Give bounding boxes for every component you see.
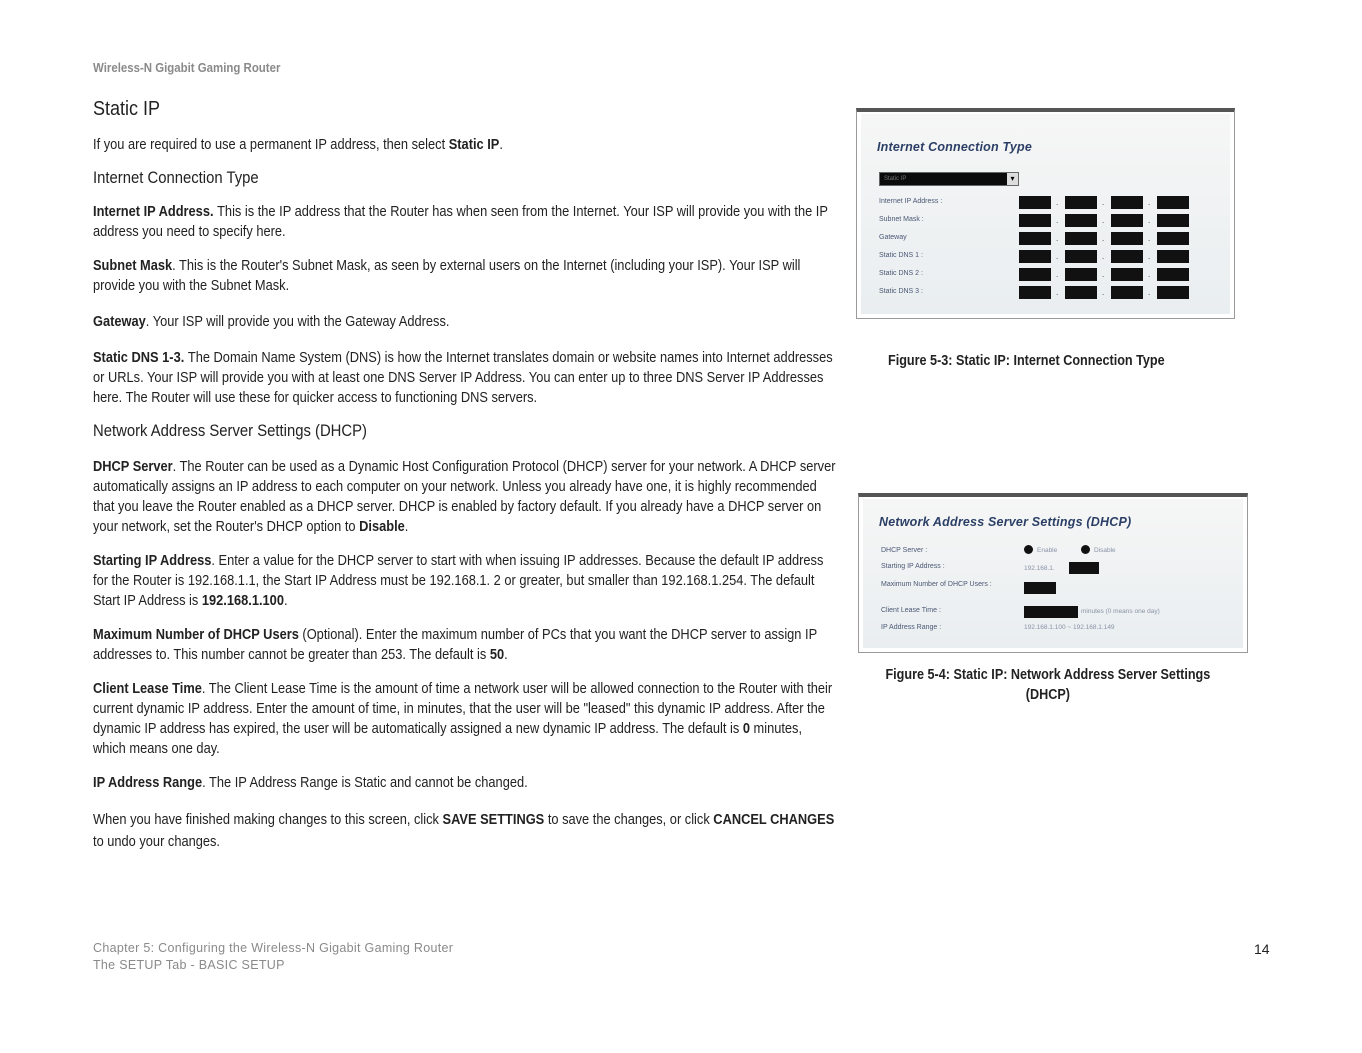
- subsection-heading-ict: Internet Connection Type: [93, 169, 259, 187]
- term-end: .: [283, 593, 288, 609]
- figure-dhcp-settings: [858, 493, 1248, 653]
- term: Starting IP Address: [93, 553, 212, 569]
- octet-separator: .: [1102, 288, 1105, 297]
- term-desc: This is the IP address that the Router has when seen from the Internet. Your ISP will provide you with the IP address you need to specify here.: [93, 204, 828, 240]
- document-header: Wireless-N Gigabit Gaming Router: [93, 60, 281, 75]
- starting-ip-prefix: 192.168.1.: [1024, 565, 1055, 572]
- term-sep: .: [180, 350, 188, 366]
- octet-separator: .: [1102, 252, 1105, 261]
- ip-octet-input[interactable]: [1157, 232, 1189, 245]
- max-users-label: Maximum Number of DHCP Users :: [881, 581, 992, 588]
- closing-text-3: to undo your changes.: [93, 834, 220, 850]
- ip-octet-input[interactable]: [1065, 196, 1097, 209]
- ip-octet-input[interactable]: [1019, 232, 1051, 245]
- chevron-down-icon: ▾: [1007, 173, 1018, 185]
- max-users-input[interactable]: [1024, 582, 1056, 594]
- ip-octet-input[interactable]: [1111, 214, 1143, 227]
- ip-octet-input[interactable]: [1065, 268, 1097, 281]
- lease-time-input[interactable]: [1024, 606, 1078, 618]
- ip-octet-input[interactable]: [1065, 232, 1097, 245]
- figure-internet-connection-type: [856, 108, 1235, 319]
- term-desc: Your ISP will provide you with the Gateway Address.: [152, 314, 450, 330]
- paragraph-lease-time: [93, 679, 836, 759]
- intro-suffix: .: [499, 137, 503, 153]
- disable-radio[interactable]: [1081, 545, 1090, 554]
- ip-octet-input[interactable]: [1111, 196, 1143, 209]
- paragraph-max-users: [93, 625, 836, 665]
- octet-separator: .: [1102, 234, 1105, 243]
- term: Internet IP Address: [93, 204, 210, 220]
- field-label: Subnet Mask :: [879, 216, 924, 223]
- ip-range-label: IP Address Range :: [881, 624, 942, 631]
- term: Gateway: [93, 314, 146, 330]
- paragraph-internet-ip: [93, 202, 836, 242]
- octet-separator: .: [1056, 288, 1059, 297]
- intro-bold: Static IP: [448, 137, 500, 153]
- dhcp-server-label: DHCP Server :: [881, 547, 928, 554]
- closing-text-1: When you have finished making changes to this screen, click: [93, 812, 443, 828]
- enable-radio[interactable]: [1024, 545, 1033, 554]
- disable-label: Disable: [1094, 547, 1116, 554]
- ip-octet-input[interactable]: [1065, 286, 1097, 299]
- paragraph-subnet: [93, 256, 836, 296]
- enable-label: Enable: [1037, 547, 1058, 554]
- ip-octet-input[interactable]: [1111, 232, 1143, 245]
- ip-octet-input[interactable]: [1157, 196, 1189, 209]
- intro-paragraph: [93, 135, 836, 155]
- ip-range-value: 192.168.1.100 ~ 192.168.1.149: [1024, 624, 1115, 631]
- figure-title: Internet Connection Type: [877, 140, 1033, 154]
- figure-caption-5-3: Figure 5-3: Static IP: Internet Connection Type: [888, 353, 1165, 369]
- page-footer: [93, 940, 453, 974]
- figure-title: Network Address Server Settings (DHCP): [879, 515, 1132, 529]
- term-bold-end: Disable: [359, 519, 405, 535]
- ip-octet-input[interactable]: [1019, 214, 1051, 227]
- ip-octet-input[interactable]: [1019, 286, 1051, 299]
- term: DHCP Server: [93, 459, 173, 475]
- term-bold-end: 192.168.1.100: [201, 593, 284, 609]
- octet-separator: .: [1056, 270, 1059, 279]
- term-sep: .: [145, 314, 153, 330]
- lease-time-note: minutes (0 means one day): [1081, 608, 1160, 615]
- ip-octet-input[interactable]: [1019, 250, 1051, 263]
- term-desc: (Optional). Enter the maximum number of PCs that you want the DHCP server to assign IP addresses to. This number cannot be greater than 253. The default is: [93, 627, 817, 663]
- field-label: Internet IP Address :: [879, 198, 943, 205]
- term-sep: .: [211, 553, 219, 569]
- octet-separator: .: [1148, 198, 1151, 207]
- term-bold-mid: 0: [742, 721, 750, 737]
- connection-type-select[interactable]: [879, 172, 1019, 186]
- term-end: .: [504, 647, 508, 663]
- ip-octet-input[interactable]: [1065, 214, 1097, 227]
- octet-separator: .: [1102, 216, 1105, 225]
- cancel-changes-label: CANCEL CHANGES: [713, 812, 835, 828]
- footer-section: The SETUP Tab - BASIC SETUP: [93, 958, 285, 972]
- paragraph-closing: [93, 809, 836, 853]
- ip-octet-input[interactable]: [1111, 286, 1143, 299]
- main-content: [93, 98, 853, 869]
- save-settings-label: SAVE SETTINGS: [442, 812, 545, 828]
- field-label: Static DNS 1 :: [879, 252, 923, 259]
- term-desc: This is the Router's Subnet Mask, as seen by external users on the Internet (including your ISP). Your ISP will provide you with the Subnet Mask.: [93, 258, 801, 294]
- paragraph-dns: [93, 348, 836, 408]
- field-label: Gateway: [879, 234, 907, 241]
- octet-separator: .: [1148, 252, 1151, 261]
- octet-separator: .: [1102, 270, 1105, 279]
- footer-chapter: Chapter 5: Configuring the Wireless-N Gigabit Gaming Router: [93, 941, 454, 955]
- octet-separator: .: [1148, 216, 1151, 225]
- term-sep: .: [209, 204, 218, 220]
- subsection-heading-dhcp: Network Address Server Settings (DHCP): [93, 422, 367, 440]
- figure-caption-5-4: [853, 665, 1243, 705]
- term-desc: Enter a value for the DHCP server to start with when issuing IP addresses. Because the default IP address for the Router is 192.168.1.1, the Start IP Address must be 192.168.1. 2 or greater, but smaller than 192.168.1.254. The default Start IP Address is: [93, 553, 824, 609]
- term: Subnet Mask: [93, 258, 173, 274]
- lease-time-label: Client Lease Time :: [881, 607, 941, 614]
- caption-line-2: (DHCP): [1025, 687, 1070, 703]
- octet-separator: .: [1102, 198, 1105, 207]
- term-sep: .: [172, 258, 180, 274]
- term-desc: The Router can be used as a Dynamic Host Configuration Protocol (DHCP) server for your network. A DHCP server automatically assigns an IP address to each computer on your network. Unless you already have one, it is highly recommended that you leave the Router enabled as a DHCP server. DHCP is enabled by factory default. If you already have a DHCP server on your network, set the Router's DHCP option to: [93, 459, 836, 535]
- ip-octet-input[interactable]: [1019, 268, 1051, 281]
- octet-separator: .: [1056, 252, 1059, 261]
- octet-separator: .: [1148, 270, 1151, 279]
- term: Static DNS 1-3: [93, 350, 181, 366]
- caption-line-1: Figure 5-4: Static IP: Network Address Server Settings: [885, 667, 1211, 683]
- starting-ip-label: Starting IP Address :: [881, 563, 945, 570]
- paragraph-starting-ip: [93, 551, 836, 611]
- term: Client Lease Time: [93, 681, 202, 697]
- octet-separator: .: [1148, 234, 1151, 243]
- field-label: Static DNS 2 :: [879, 270, 923, 277]
- term-sep: .: [201, 681, 209, 697]
- figure-panel: [861, 114, 1230, 314]
- select-value: Static IP: [884, 176, 907, 182]
- term-sep: .: [172, 459, 180, 475]
- term: Maximum Number of DHCP Users: [93, 627, 299, 643]
- octet-separator: .: [1056, 198, 1059, 207]
- figure-panel: [863, 499, 1243, 648]
- term: IP Address Range: [93, 775, 203, 791]
- ip-octet-input[interactable]: [1157, 268, 1189, 281]
- octet-separator: .: [1148, 288, 1151, 297]
- term-bold-end: 50: [489, 647, 505, 663]
- intro-text: If you are required to use a permanent IP address, then select: [93, 137, 449, 153]
- ip-octet-input[interactable]: [1157, 214, 1189, 227]
- term-end: .: [404, 519, 409, 535]
- paragraph-gateway: [93, 312, 836, 332]
- term-desc: The Client Lease Time is the amount of time a network user will be allowed connection to the Router with their current dynamic IP address. Enter the amount of time, in minutes, that the user will be "leased" this dynamic IP address. After the dynamic IP address has expired, the user will be automatically assigned a new dynamic IP address. The default is: [93, 681, 833, 737]
- closing-text-2: to save the changes, or click: [544, 812, 714, 828]
- page-number: 14: [1254, 941, 1270, 957]
- term-end: minutes, which means one day.: [93, 721, 803, 757]
- octet-separator: .: [1056, 234, 1059, 243]
- octet-separator: .: [1056, 216, 1059, 225]
- section-heading: Static IP: [93, 98, 161, 120]
- ip-octet-input[interactable]: [1111, 268, 1143, 281]
- ip-octet-input[interactable]: [1065, 250, 1097, 263]
- ip-octet-input[interactable]: [1157, 286, 1189, 299]
- term-desc: The Domain Name System (DNS) is how the Internet translates domain or website names into Internet addresses or URLs. Your ISP will provide you with at least one DNS Server IP Address. You can enter up to three DNS Server IP Addresses here. The Router will use these for quicker access to functioning DNS servers.: [93, 350, 833, 406]
- paragraph-dhcp-server: [93, 457, 836, 537]
- term-sep: .: [202, 775, 210, 791]
- paragraph-ip-range: [93, 773, 836, 793]
- ip-octet-input[interactable]: [1111, 250, 1143, 263]
- field-label: Static DNS 3 :: [879, 288, 923, 295]
- ip-octet-input[interactable]: [1019, 196, 1051, 209]
- term-desc: The IP Address Range is Static and cannot be changed.: [209, 775, 528, 791]
- starting-ip-input[interactable]: [1069, 562, 1099, 574]
- ip-octet-input[interactable]: [1157, 250, 1189, 263]
